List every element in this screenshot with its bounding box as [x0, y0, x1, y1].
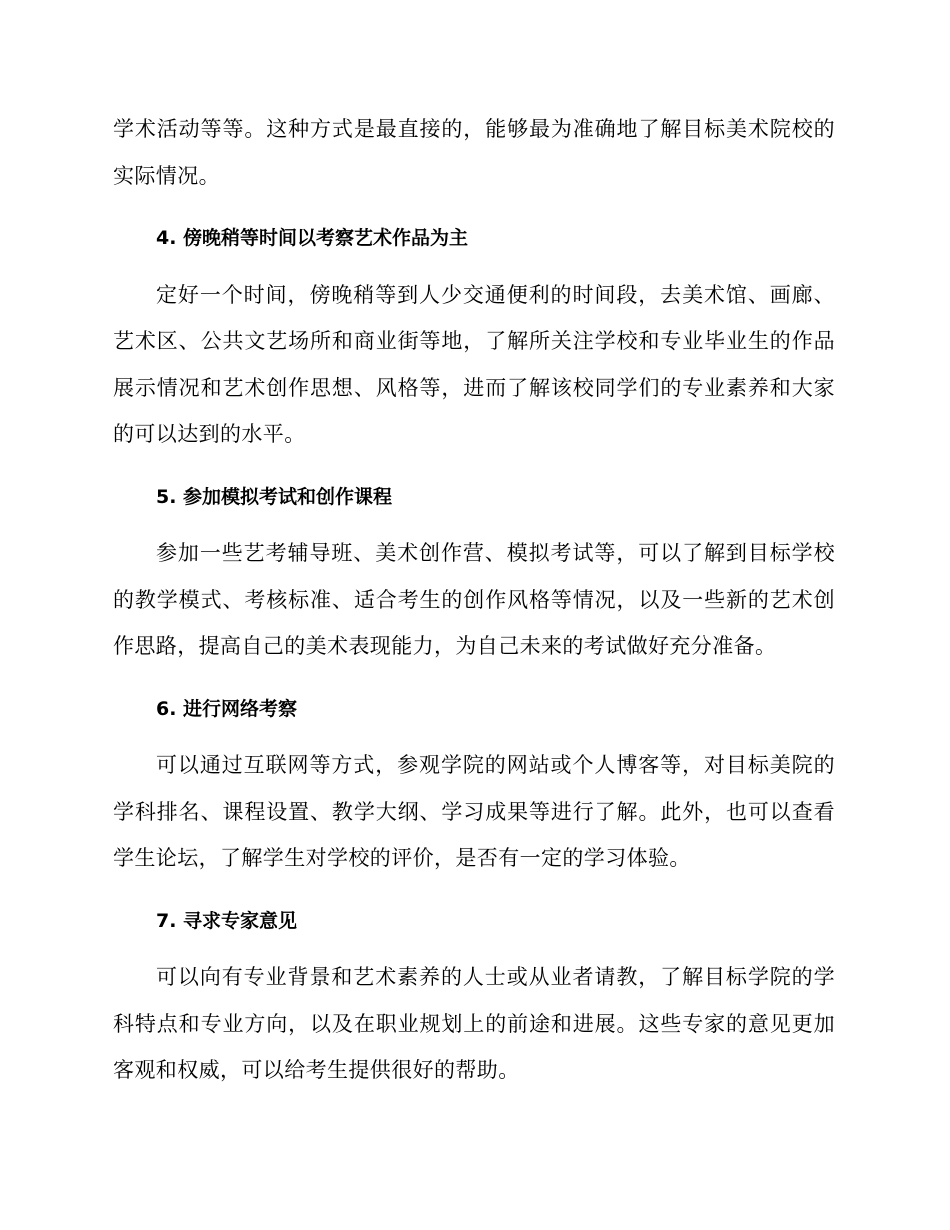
section-heading-7: 7. 寻求专家意见 [156, 909, 298, 932]
section-heading-6: 6. 进行网络考察 [156, 697, 298, 720]
document-body [113, 106, 835, 1094]
paragraph-section-5: 参加一些艺考辅导班、美术创作营、模拟考试等，可以了解到目标学校的教学模式、考核标准、适合考生的创作风格等情况，以及一些新的艺术创作思路，提高自己的美术表现能力，为自己未来的考试做好充分准备。 [113, 541, 835, 658]
section-heading-4: 4. 傍晚稍等时间以考察艺术作品为主 [156, 227, 469, 249]
paragraph-section-6: 可以通过互联网等方式，参观学院的网站或个人博客等，对目标美院的学科排名、课程设置、教学大纲、学习成果等进行了解。此外，也可以查看学生论坛，了解学生对学校的评价，是否有一定的学习体验。 [113, 753, 835, 870]
paragraph-section-7: 可以向有专业背景和艺术素养的人士或从业者请教，了解目标学院的学科特点和专业方向，以及在职业规划上的前途和进展。这些专家的意见更加客观和权威，可以给考生提供很好的帮助。 [113, 965, 835, 1082]
paragraph-section-4: 定好一个时间，傍晚稍等到人少交通便利的时间段，去美术馆、画廊、艺术区、公共文艺场所和商业街等地，了解所关注学校和专业毕业生的作品展示情况和艺术创作思想、风格等，进而了解该校同学们的专业素养和大家的可以达到的水平。 [113, 282, 835, 446]
paragraph-continuation: 学术活动等等。这种方式是最直接的，能够最为准确地了解目标美术院校的实际情况。 [113, 117, 835, 188]
section-heading-5: 5. 参加模拟考试和创作课程 [156, 485, 393, 508]
